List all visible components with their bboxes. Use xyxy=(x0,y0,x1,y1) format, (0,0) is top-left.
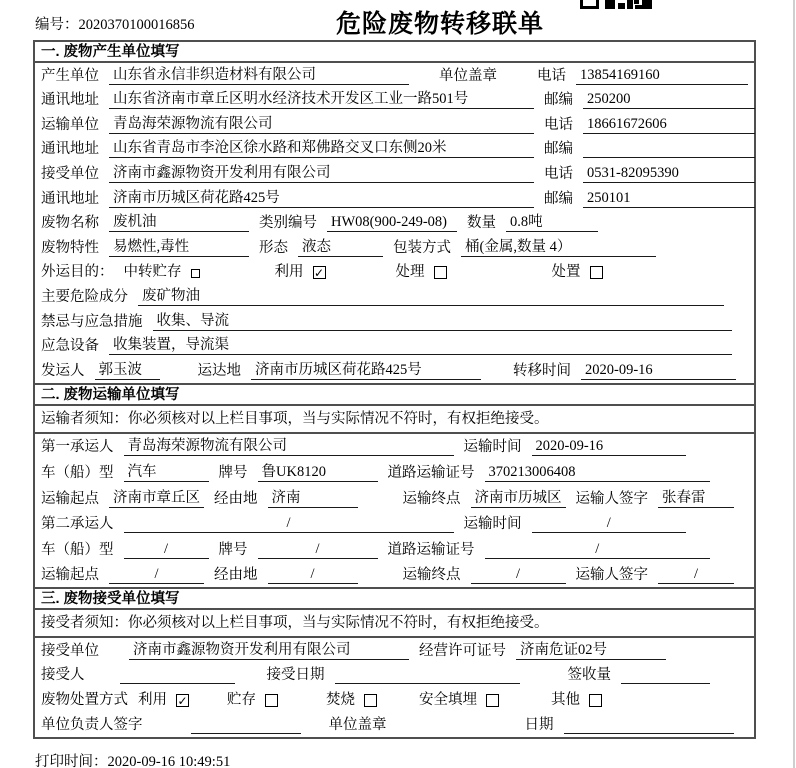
field-label: 单位负责人签字 xyxy=(41,716,143,733)
spacer xyxy=(746,379,748,380)
field-value: 济南市鑫源物资开发利用有限公司 xyxy=(129,641,409,660)
form-row xyxy=(35,284,754,309)
field-value: 收集、导流 xyxy=(153,312,733,331)
field-label: 运输时间 xyxy=(463,439,522,456)
field-value: 济南市历城区 xyxy=(471,489,566,508)
spacer xyxy=(336,280,386,281)
form-row xyxy=(35,235,754,260)
field-label: 运输起点 xyxy=(41,490,99,507)
field-value: 液态 xyxy=(298,238,383,257)
field-label: 单位盖章 xyxy=(328,716,387,733)
field-value xyxy=(120,665,235,684)
field-label: 电话 xyxy=(537,67,566,84)
form-row xyxy=(35,161,754,186)
form-row xyxy=(35,459,754,485)
field-label: 经由地 xyxy=(214,490,258,507)
field-value: 山东省青岛市李沧区徐水路和郑佛路交叉口东侧20米 xyxy=(109,139,534,158)
field-label: 发运人 xyxy=(41,362,85,379)
checkbox-group xyxy=(551,691,602,709)
field-value xyxy=(191,715,301,734)
checkbox-checked-icon: ✓ xyxy=(177,693,188,708)
spacer xyxy=(288,708,316,709)
checkbox-label: 处置 xyxy=(551,264,581,281)
checkbox-group xyxy=(552,263,603,281)
field-value: / xyxy=(109,565,204,584)
field-value: 收集装置，导流渠 xyxy=(109,336,732,355)
field-label: 通讯地址 xyxy=(41,141,99,158)
form-row xyxy=(35,137,754,162)
field-value: / xyxy=(258,540,378,559)
spacer xyxy=(509,708,541,709)
checkbox-unchecked-icon xyxy=(590,266,603,279)
field-value xyxy=(583,139,755,158)
form-row xyxy=(35,638,754,663)
field-label: 接受日期 xyxy=(266,667,325,684)
field-label: 电话 xyxy=(544,165,573,182)
checkbox-label: 利用 xyxy=(138,692,167,709)
field-label: 主要危险成分 xyxy=(41,288,128,305)
field-label: 禁忌与应急措施 xyxy=(41,313,143,330)
field-value: 汽车 xyxy=(124,463,209,482)
print-time-label: 打印时间： xyxy=(35,754,108,768)
field-label: 形态 xyxy=(259,239,288,256)
form-row xyxy=(35,712,754,737)
spacer xyxy=(744,583,748,584)
checkbox-label: 中转贮存 xyxy=(123,264,182,281)
field-value: / xyxy=(471,565,566,584)
spacer xyxy=(720,481,748,482)
field-value: / xyxy=(268,565,358,584)
spacer xyxy=(742,354,748,355)
form-row xyxy=(35,536,754,562)
field-value xyxy=(564,715,735,734)
checkbox-checked-icon: ✓ xyxy=(313,265,325,280)
field-label: 通讯地址 xyxy=(41,92,99,109)
checkbox-label: 利用 xyxy=(274,264,304,281)
spacer xyxy=(720,683,748,684)
checkbox-group xyxy=(419,691,499,709)
form-row xyxy=(35,186,754,211)
form-row xyxy=(35,88,754,113)
checkbox-unchecked-icon xyxy=(434,266,447,279)
spacer xyxy=(170,379,188,380)
checkbox-label: 其他 xyxy=(551,692,580,709)
spacer xyxy=(734,305,748,306)
checkbox-unchecked-icon xyxy=(486,694,499,707)
form-row xyxy=(35,334,754,359)
field-value: 济南市历城区荷花路425号 xyxy=(109,189,534,208)
field-value: 青岛海荣源物流有限公司 xyxy=(124,437,454,456)
spacer xyxy=(491,379,503,380)
spacer xyxy=(368,507,393,508)
field-value xyxy=(621,665,710,684)
checkbox-group xyxy=(138,691,189,709)
spacer xyxy=(419,84,429,85)
field-value: 桶(金属,数量 4） xyxy=(461,238,656,257)
spacer xyxy=(720,558,748,559)
checkbox-group xyxy=(124,263,200,281)
checkbox-unchecked-icon xyxy=(589,694,602,707)
form-row xyxy=(35,211,754,236)
field-label: 邮编 xyxy=(544,141,573,158)
field-value: 济南危证02号 xyxy=(516,641,666,660)
spacer xyxy=(311,733,319,734)
spacer xyxy=(742,330,748,331)
field-value: 18661672606 xyxy=(583,115,755,134)
field-value: / xyxy=(124,540,209,559)
field-label: 废物特性 xyxy=(41,239,99,256)
spacer xyxy=(245,683,257,684)
field-label: 邮编 xyxy=(544,190,573,207)
field-label: 运输时间 xyxy=(463,516,522,533)
form-row xyxy=(35,260,754,285)
spacer xyxy=(744,507,748,508)
doc-number-value: 2020370100016856 xyxy=(78,17,195,33)
form-row xyxy=(35,562,754,588)
field-label: 外运目的： xyxy=(41,264,114,281)
field-label: 类别编号 xyxy=(259,215,317,232)
field-value: / xyxy=(124,514,454,533)
field-value: 250200 xyxy=(583,90,755,109)
form-title: 危险废物转移联单 xyxy=(335,10,544,38)
field-value: 13854169160 xyxy=(576,66,748,85)
spacer xyxy=(530,683,558,684)
field-value: 废机油 xyxy=(109,213,249,232)
field-value: / xyxy=(658,565,734,584)
spacer xyxy=(153,733,181,734)
field-value: 山东省永信非织造材料有限公司 xyxy=(109,66,409,85)
field-label: 牌号 xyxy=(218,541,248,558)
field-label: 运输单位 xyxy=(41,116,99,133)
spacer xyxy=(457,280,542,281)
form-row xyxy=(35,687,754,712)
field-value: 2020-09-16 xyxy=(532,437,687,456)
checkbox-unchecked-icon xyxy=(265,694,278,707)
form-table xyxy=(33,40,756,739)
field-value: / xyxy=(485,540,711,559)
field-value: 370213006408 xyxy=(485,463,711,482)
checkbox-label: 安全填埋 xyxy=(419,692,477,709)
field-label: 废物名称 xyxy=(41,215,99,232)
field-label: 运输起点 xyxy=(41,567,99,584)
spacer xyxy=(744,733,748,734)
field-label: 电话 xyxy=(544,116,573,133)
checkbox-label: 贮存 xyxy=(227,692,256,709)
form-row xyxy=(35,485,754,511)
field-label: 运达地 xyxy=(197,362,241,379)
section-heading: 一. 废物产生单位填写 xyxy=(35,42,754,63)
field-label: 牌号 xyxy=(218,464,248,481)
field-value: 2020-09-16 xyxy=(581,361,736,380)
field-label: 运输人签字 xyxy=(575,567,648,584)
field-label: 道路运输证号 xyxy=(387,541,475,558)
field-value: 易燃性,毒性 xyxy=(109,238,249,257)
field-label: 车（船）型 xyxy=(41,464,114,481)
window-edge-line xyxy=(793,0,795,768)
field-label: 接受单位 xyxy=(41,642,99,659)
field-label: 转移时间 xyxy=(513,362,571,379)
field-value: HW08(900-249-08) xyxy=(327,213,457,232)
print-time xyxy=(35,750,230,768)
field-label: 日期 xyxy=(524,716,554,733)
field-label: 接受单位 xyxy=(41,165,99,182)
checkbox-label: 焚烧 xyxy=(326,692,355,709)
field-label: 第一承运人 xyxy=(41,439,114,456)
field-value: 鲁UK8120 xyxy=(258,463,378,482)
field-label: 接受人 xyxy=(41,667,85,684)
print-time-value: 2020-09-16 10:49:51 xyxy=(107,754,231,768)
field-label: 经由地 xyxy=(214,567,258,584)
notice-text: 接受者须知：你必须核对以上栏目事项，当与实际情况不符时，有权拒绝接受。 xyxy=(35,610,754,638)
field-value: 废矿物油 xyxy=(138,287,724,306)
checkbox-unchecked-icon xyxy=(191,269,200,278)
field-label: 产生单位 xyxy=(41,67,99,84)
spacer xyxy=(95,683,110,684)
checkbox-group xyxy=(326,691,377,709)
checkbox-group xyxy=(227,691,278,709)
field-label: 车（船）型 xyxy=(41,541,114,558)
field-value: 张春雷 xyxy=(658,489,734,508)
checkbox-group xyxy=(275,263,326,281)
field-value xyxy=(335,665,520,684)
field-value: 济南市历城区荷花路425号 xyxy=(251,361,481,380)
field-label: 运输终点 xyxy=(402,567,461,584)
field-value: 250101 xyxy=(583,189,755,208)
field-label: 应急设备 xyxy=(41,338,99,355)
field-value: 0531-82095390 xyxy=(583,164,755,183)
doc-number-label: 编号： xyxy=(35,17,79,33)
field-label: 道路运输证号 xyxy=(387,464,475,481)
field-value: 济南 xyxy=(268,489,358,508)
field-label: 经营许可证号 xyxy=(419,642,506,659)
spacer xyxy=(397,733,515,734)
field-label: 运输人签字 xyxy=(575,490,648,507)
field-label: 通讯地址 xyxy=(41,190,99,207)
checkbox-unchecked-icon xyxy=(364,694,377,707)
checkbox-label: 处理 xyxy=(395,264,425,281)
spacer xyxy=(696,532,748,533)
field-label: 包装方式 xyxy=(393,239,451,256)
field-value: 济南市章丘区 xyxy=(109,489,204,508)
section-heading: 三. 废物接受单位填写 xyxy=(35,587,754,610)
form-row xyxy=(35,112,754,137)
field-value: 济南市鑫源物资开发利用有限公司 xyxy=(109,164,534,183)
form-row xyxy=(35,434,754,460)
spacer xyxy=(368,583,393,584)
form-row xyxy=(35,358,754,383)
field-label: 运输终点 xyxy=(402,490,461,507)
checkbox-group xyxy=(396,263,447,281)
spacer xyxy=(696,455,748,456)
field-value: / xyxy=(532,514,687,533)
spacer xyxy=(210,280,265,281)
form-row xyxy=(35,63,754,88)
field-value: 0.8吨 xyxy=(506,213,598,232)
form-row xyxy=(35,663,754,688)
form-row xyxy=(35,309,754,334)
field-value: 郭玉波 xyxy=(95,361,160,380)
field-value: 山东省济南市章丘区明水经济技术开发区工业一路501号 xyxy=(109,90,534,109)
spacer xyxy=(109,659,119,660)
section-heading: 二. 废物运输单位填写 xyxy=(35,383,754,406)
field-label: 废物处置方式 xyxy=(41,692,128,709)
field-label: 数量 xyxy=(467,215,496,232)
spacer xyxy=(199,708,217,709)
field-label: 单位盖章 xyxy=(439,67,497,84)
notice-text: 运输者须知：你必须核对以上栏目事项，当与实际情况不符时，有权拒绝接受。 xyxy=(35,406,754,434)
field-label: 签收量 xyxy=(567,667,611,684)
form-row xyxy=(35,511,754,537)
field-label: 第二承运人 xyxy=(41,516,114,533)
field-value: 青岛海荣源物流有限公司 xyxy=(109,115,534,134)
field-label: 邮编 xyxy=(544,92,573,109)
spacer xyxy=(387,708,409,709)
